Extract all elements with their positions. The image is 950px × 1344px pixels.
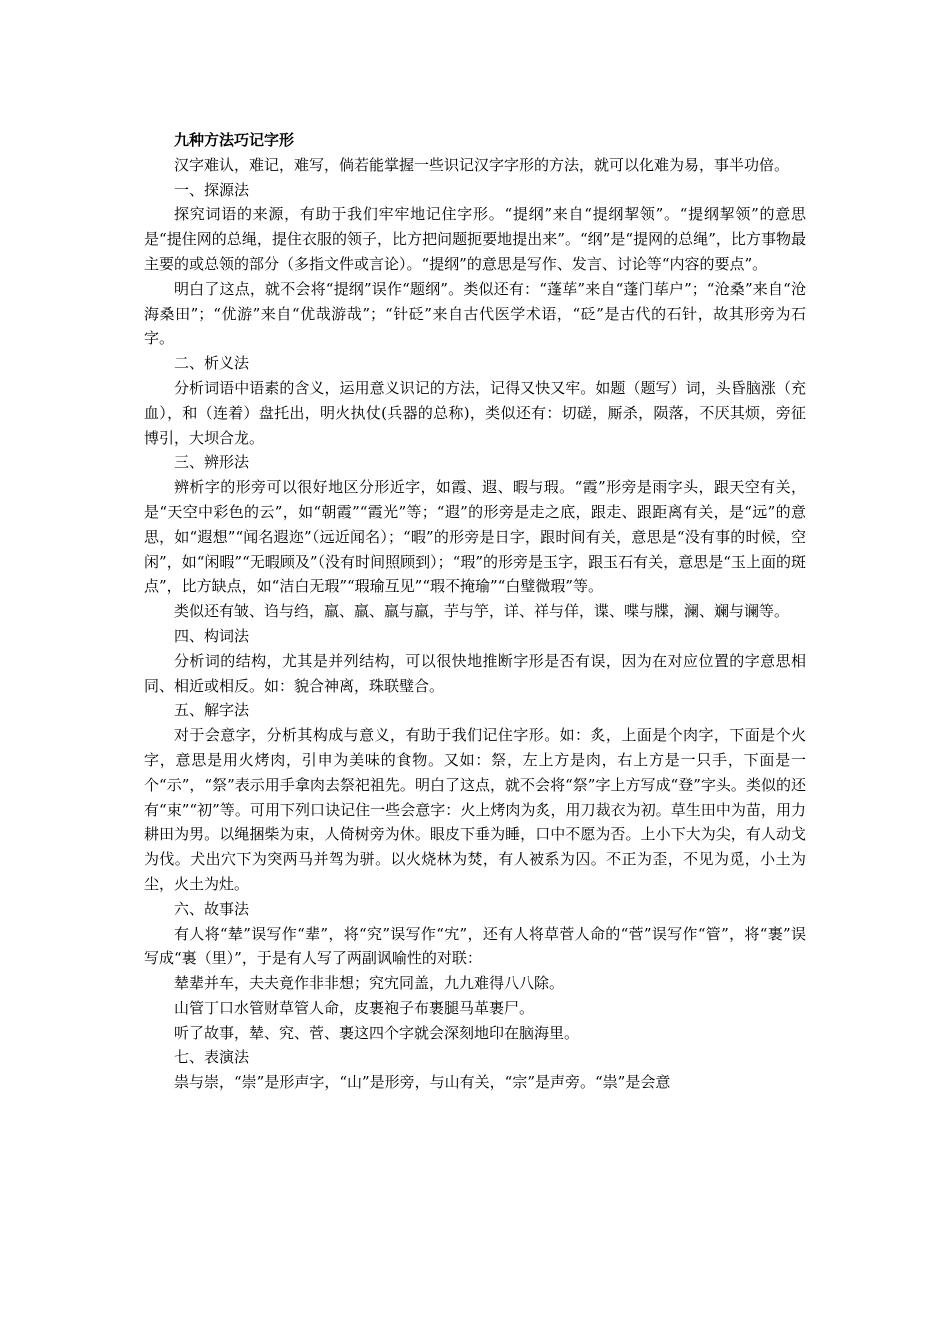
paragraph: 分析词语中语素的含义，运用意义识记的方法，记得又快又牢。如题（题写）词，头昏脑涨（充血），和（连着）盘托出，明火执仗(兵器的总称)，类似还有：切磋，厮杀，陨落，不厌其烦，旁征博引，大坝合龙。: [144, 378, 806, 447]
paragraph: 明白了这点，就不会将“提纲”误作“题纲”。类似还有：“蓬荜”来自“蓬门荜户”；“沧桑”来自“沧海桑田”；“优游”来自“优哉游哉”；“针砭”来自古代医学术语，“砭”是古代的石针，故其形旁为石字。: [144, 279, 806, 348]
paragraph: 有人将“辇”误写作“辈”，将“究”误写作“宄”，还有人将草菅人命的“菅”误写作“管”，将“裹”误写成“裏（里）”，于是有人写了两副讽喻性的对联：: [144, 924, 806, 968]
document-body: [144, 128, 806, 1095]
section-heading: 六、故事法: [174, 899, 250, 918]
section-heading: 四、构词法: [174, 626, 250, 645]
section-heading: 一、探源法: [174, 180, 250, 199]
paragraph: 辨析字的形旁可以很好地区分形近字，如霞、遐、暇与瑕。“霞”形旁是雨字头，跟天空有关，是“天空中彩色的云”，如“朝霞”“霞光”等；“遐”的形旁是走之底，跟走、跟距离有关，是“远”的意思，如“遐想”“闻名遐迩”（远近闻名）；“暇”的形旁是日字，跟时间有关，意思是“没有事的时候，空闲”，如“闲暇”“无暇顾及”（没有时间照顾到）；“瑕”的形旁是玉字，跟玉石有关，意思是“玉上面的斑点”，比方缺点，如“洁白无瑕”“瑕瑜互见”“瑕不掩瑜”“白璧微瑕”等。: [144, 478, 806, 596]
document-content: [144, 153, 806, 1095]
paragraph: 祟与崇，“崇”是形声字，“山”是形旁，与山有关，“宗”是声旁。“祟”是会意: [174, 1073, 671, 1092]
section-heading: 七、表演法: [174, 1048, 250, 1067]
section-heading: 三、辨形法: [174, 453, 250, 472]
paragraph: 类似还有皱、诌与绉，羸、羸、羸与羸，芋与竽，详、祥与佯，谍、喋与牒，澜、斓与谰等。: [174, 602, 790, 621]
paragraph: 汉字难认，难记，难写，倘若能掌握一些识记汉字字形的方法，就可以化难为易，事半功倍。: [174, 155, 790, 174]
paragraph: 听了故事，辇、究、菅、裹这四个字就会深刻地印在脑海里。: [174, 1023, 580, 1042]
section-heading: 二、析义法: [174, 354, 250, 373]
section-heading: 五、解字法: [174, 701, 250, 720]
paragraph: 对于会意字，分析其构成与意义，有助于我们记住字形。如：炙，上面是个肉字，下面是个火字，意思是用火烤肉，引申为美味的食物。又如：祭，左上方是肉，右上方是一只手，下面是一个“示”，“祭”表示用手拿肉去祭祀祖先。明白了这点，就不会将“祭”字上方写成“登”字头。类似的还有“束”“初”等。可用下列口诀记住一些会意字：火上烤肉为炙，用刀裁衣为初。草生田中为苗，用力耕田为男。以绳捆柴为束，人倚树旁为休。眼皮下垂为睡，口中不愿为否。上小下大为尖，有人动戈为伐。犬出穴下为突两马并驾为骈。以火烧林为焚，有人被系为囚。不正为歪，不见为觅，小土为尘，火土为灶。: [144, 726, 806, 893]
paragraph: 探究词语的来源，有助于我们牢牢地记住字形。“提纲”来自“提纲挈领”。“提纲挈领”的意思是“提住网的总绳，提住衣服的领子，比方把问题扼要地提出来”。“纲”是“提网的总绳”，比方事物最主要的或总领的部分（多指文件或言论）。“提纲”的意思是写作、发言、讨论等“内容的要点”。: [144, 205, 806, 273]
paragraph: 辇辈并车，夫夫竟作非非想；究宄同盖，九九难得八八除。: [174, 974, 565, 993]
paragraph: 山管丁口水管财草管人命，皮裹袍子布裹腿马革裹尸。: [174, 998, 535, 1017]
paragraph: 分析词的结构，尤其是并列结构，可以很快地推断字形是否有误，因为在对应位置的字意思相同、相近或相反。如：貌合神离，珠联璧合。: [144, 651, 806, 695]
document-title: 九种方法巧记字形: [174, 131, 295, 149]
